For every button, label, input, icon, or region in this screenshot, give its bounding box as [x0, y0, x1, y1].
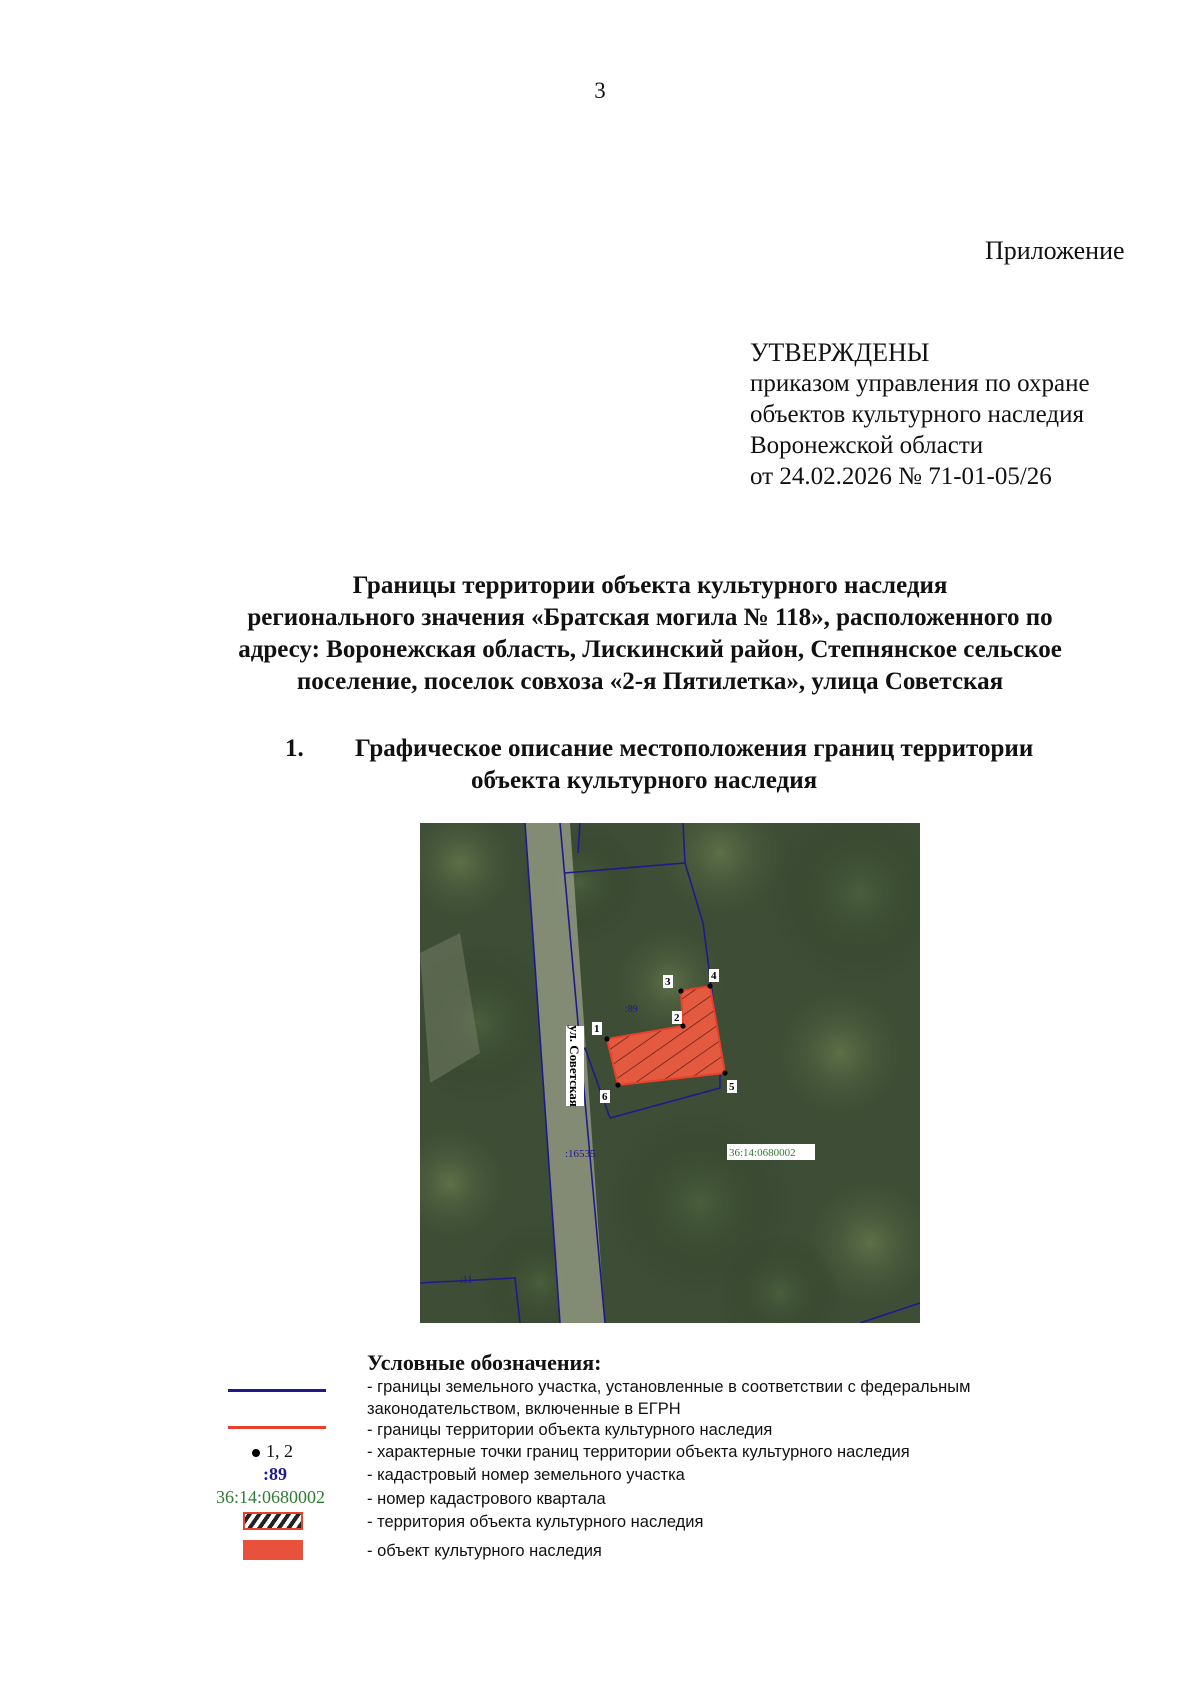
- approval-line: приказом управления по охране: [750, 370, 1090, 397]
- point-label: 3: [665, 976, 671, 988]
- legend-quarter-number-symbol: 36:14:0680002: [216, 1487, 326, 1507]
- document-title: [190, 570, 1110, 698]
- appendix-label: Приложение: [985, 236, 1125, 265]
- page-number: 3: [594, 78, 606, 103]
- title-line: Границы территории объекта культурного наследия: [352, 572, 948, 599]
- legend-item: - кадастровый номер земельного участка: [367, 1466, 685, 1484]
- title-line: поселение, поселок совхоза «2-я Пятилетка», улица Советская: [296, 668, 1004, 695]
- approval-line: Воронежской области: [750, 432, 984, 459]
- legend-title: Условные обозначения:: [367, 1350, 602, 1375]
- legend-red-line-symbol: [228, 1426, 326, 1429]
- approval-line: объектов культурного наследия: [750, 401, 1084, 428]
- section-title-line: Графическое описание местоположения границ территории: [355, 735, 1034, 762]
- map-image: [420, 823, 920, 1323]
- legend-points-symbol: [252, 1441, 332, 1463]
- point-label: 4: [711, 970, 717, 982]
- quarter-number-label: 36:14:0680002: [729, 1147, 796, 1159]
- point-dot-icon: [252, 1449, 260, 1457]
- point-label: 2: [674, 1012, 680, 1024]
- legend-item: - объект культурного наследия: [367, 1542, 602, 1560]
- title-line: регионального значения «Братская могила № 118», расположенного по: [247, 604, 1053, 631]
- parcel-number-label: :16535: [565, 1148, 596, 1160]
- section-number: 1.: [285, 735, 304, 762]
- legend-item: - границы земельного участка, установленные в соответствии с федеральным законодательством, включенные в ЕГРН: [367, 1378, 971, 1418]
- legend-hatched-box-symbol: [243, 1512, 303, 1530]
- approval-block: [750, 337, 1090, 492]
- title-line: адресу: Воронежская область, Лискинский район, Степнянское сельское: [238, 636, 1062, 663]
- legend-parcel-number-symbol: :89: [263, 1464, 287, 1484]
- street-name: ул. Советская: [567, 1025, 582, 1107]
- point-label: 5: [729, 1081, 735, 1093]
- parcel-number-label: :89: [625, 1004, 638, 1015]
- parcel-number-label: :11: [460, 1275, 473, 1286]
- legend-item: - номер кадастрового квартала: [367, 1490, 606, 1508]
- legend-red-box-symbol: [243, 1540, 303, 1560]
- cadastral-map: [420, 823, 920, 1323]
- point-label: 6: [602, 1091, 608, 1103]
- point-label: 1: [594, 1023, 600, 1035]
- legend-item: - границы территории объекта культурного наследия: [367, 1421, 773, 1439]
- legend-points-text: 1, 2: [266, 1441, 293, 1461]
- section-title-line: объекта культурного наследия: [471, 767, 818, 794]
- legend-blue-line-symbol: [228, 1389, 326, 1392]
- legend-item: - характерные точки границ территории объекта культурного наследия: [367, 1443, 910, 1461]
- legend-item: - территория объекта культурного наследия: [367, 1513, 704, 1531]
- approval-heading: УТВЕРЖДЕНЫ: [750, 338, 930, 367]
- street-label: [566, 1025, 584, 1106]
- approval-date-number: от 24.02.2026 № 71-01-05/26: [750, 463, 1052, 490]
